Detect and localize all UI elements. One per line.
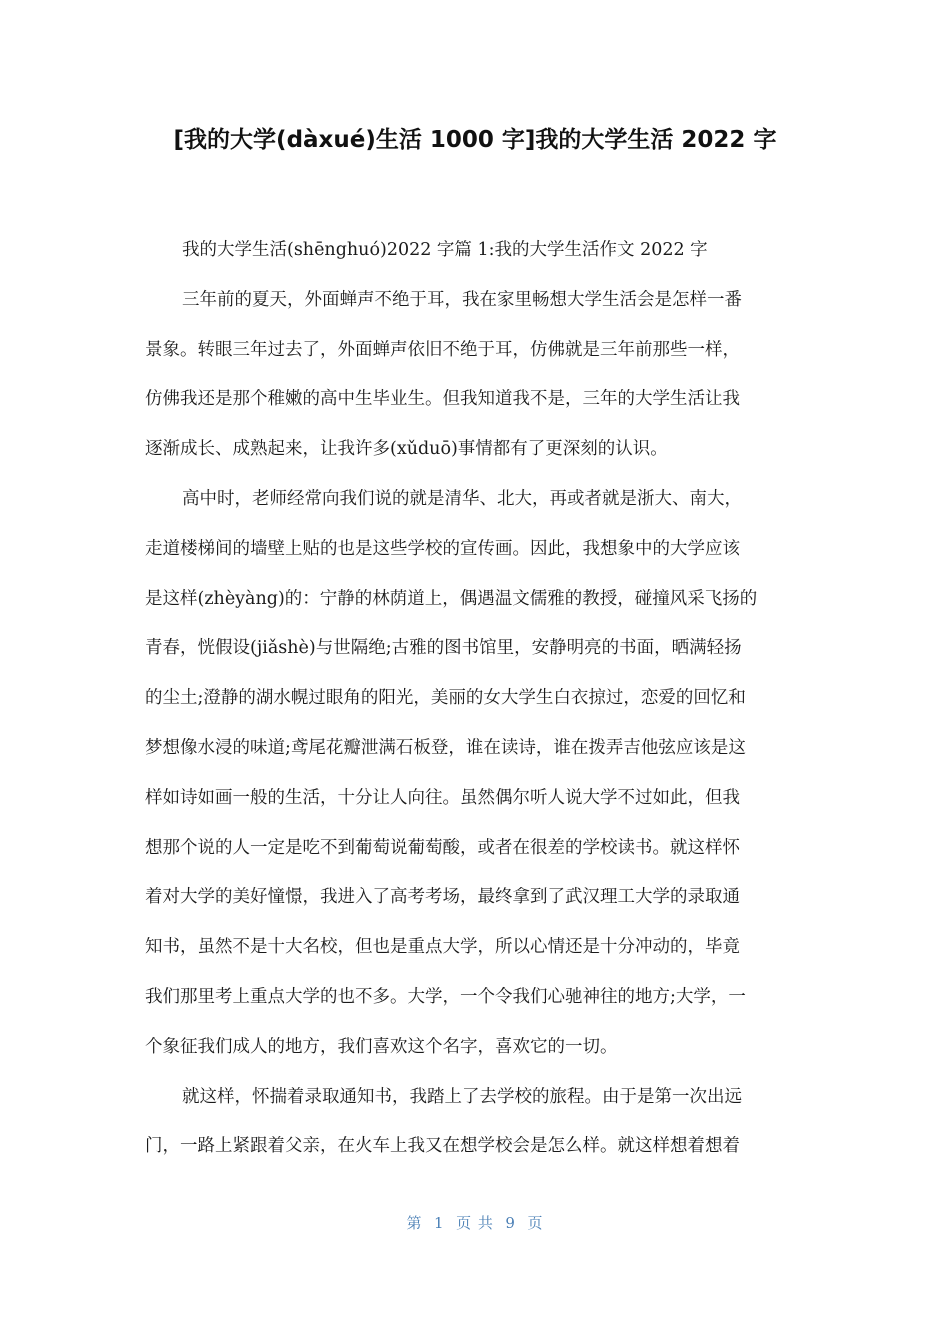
document-body <box>145 226 810 1172</box>
paragraph-line: 门，一路上紧跟着父亲，在火车上我又在想学校会是怎么样。就这样想着想着 <box>145 1136 740 1157</box>
paragraph-line: 走道楼梯间的墙壁上贴的也是这些学校的宣传画。因此，我想象中的大学应该 <box>145 538 740 559</box>
paragraph-line: 我的大学生活(shēnghuó)2022 字篇 1:我的大学生活作文 2022 字 <box>182 240 708 260</box>
paragraph-line: 就这样，怀揣着录取通知书，我踏上了去学校的旅程。由于是第一次出远 <box>182 1086 742 1107</box>
paragraph-line: 梦想像水浸的味道;鸢尾花瓣泄满石板登，谁在读诗，谁在拨弄吉他弦应该是这 <box>145 737 746 758</box>
paragraph-line: 逐渐成长、成熟起来，让我许多(xǔduō)事情都有了更深刻的认识。 <box>145 439 668 460</box>
paragraph-line: 是这样(zhèyàng)的：宁静的林荫道上，偶遇温文儒雅的教授，碰撞风采飞扬的 <box>145 588 758 609</box>
paragraph-line: 景象。转眼三年过去了，外面蝉声依旧不绝于耳，仿佛就是三年前那些一样， <box>145 339 740 360</box>
paragraph-line: 的尘土;澄静的湖水幌过眼角的阳光，美丽的女大学生白衣掠过，恋爱的回忆和 <box>145 688 746 709</box>
page-number-footer: 第 1 页 共 9 页 <box>406 1214 544 1232</box>
paragraph-line: 我们那里考上重点大学的也不多。大学，一个令我们心驰神往的地方;大学，一 <box>145 986 746 1007</box>
paragraph-line: 个象征我们成人的地方，我们喜欢这个名字，喜欢它的一切。 <box>145 1036 618 1057</box>
paragraph-line: 青春，恍假设(jiǎshè)与世隔绝;古雅的图书馆里，安静明亮的书面，晒满轻扬 <box>145 638 742 659</box>
paragraph-line: 样如诗如画一般的生活，十分让人向往。虽然偶尔听人说大学不过如此，但我 <box>145 787 740 808</box>
paragraph-line: 三年前的夏天，外面蝉声不绝于耳，我在家里畅想大学生活会是怎样一番 <box>182 289 742 310</box>
paragraph-line: 着对大学的美好憧憬，我进入了高考考场，最终拿到了武汉理工大学的录取通 <box>145 887 740 908</box>
paragraph-line: 仿佛我还是那个稚嫩的高中生毕业生。但我知道我不是，三年的大学生活让我 <box>145 389 740 410</box>
paragraph-line: 高中时，老师经常向我们说的就是清华、北大，再或者就是浙大、南大， <box>182 488 742 509</box>
document-title: [我的大学(dàxué)生活 1000 字]我的大学生活 2022 字 <box>173 127 777 153</box>
paragraph-line: 知书，虽然不是十大名校，但也是重点大学，所以心情还是十分冲动的，毕竟 <box>145 937 740 958</box>
paragraph-line: 想那个说的人一定是吃不到葡萄说葡萄酸，或者在很差的学校读书。就这样怀 <box>145 837 740 858</box>
